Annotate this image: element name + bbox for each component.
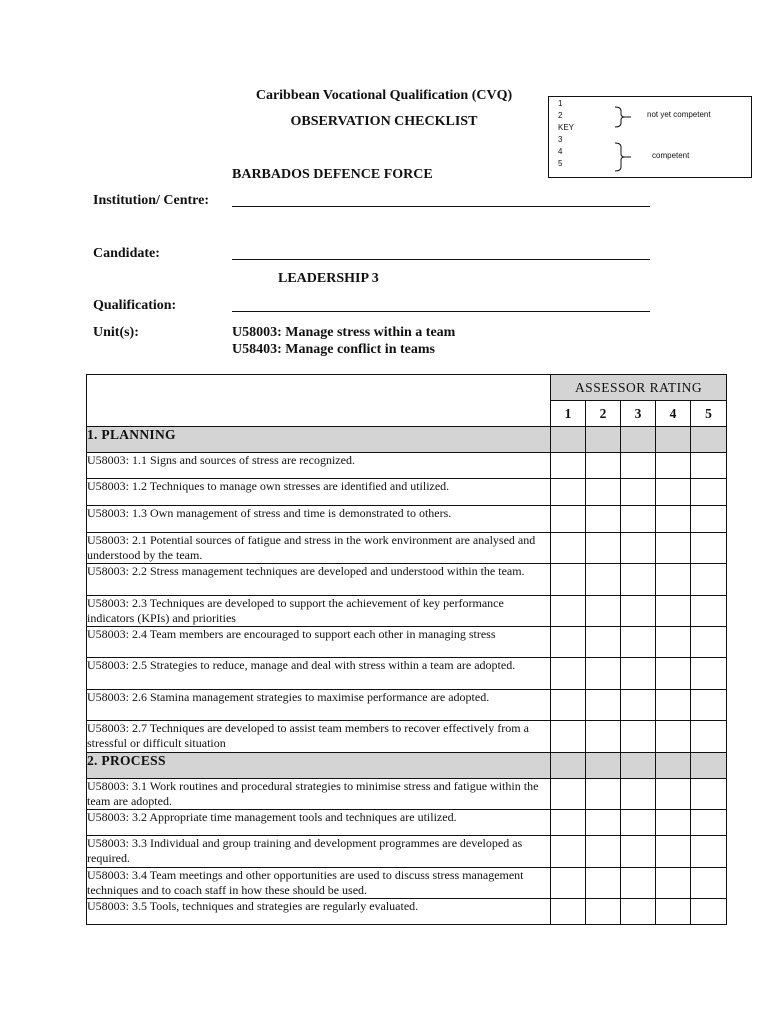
rating-cell-1[interactable]: [551, 690, 586, 721]
criterion-text: U58003: 1.1 Signs and sources of stress are recognized.: [87, 453, 551, 479]
rating-cell-3[interactable]: [621, 810, 656, 836]
key-line-4: 4: [558, 147, 563, 156]
table-row: [87, 453, 727, 479]
table-row: [87, 690, 727, 721]
criterion-text: U58003: 2.6 Stamina management strategies to maximise performance are adopted.: [87, 690, 551, 721]
criterion-text: U58003: 3.3 Individual and group training and development programmes are developed as required.: [87, 836, 551, 868]
rating-cell-5[interactable]: [691, 868, 727, 899]
rating-cell-4[interactable]: [656, 690, 691, 721]
document-subtitle: OBSERVATION CHECKLIST: [290, 114, 478, 129]
rating-cell-4[interactable]: [656, 533, 691, 564]
section-rating-cell: [656, 427, 691, 453]
rating-cell-3[interactable]: [621, 658, 656, 690]
rating-cell-5[interactable]: [691, 690, 727, 721]
rating-cell-3[interactable]: [621, 596, 656, 627]
rating-cell-1[interactable]: [551, 564, 586, 596]
rating-cell-4[interactable]: [656, 868, 691, 899]
qualification-field-line[interactable]: [232, 311, 650, 312]
rating-cell-3[interactable]: [621, 506, 656, 533]
rating-cell-3[interactable]: [621, 779, 656, 810]
rating-cell-5[interactable]: [691, 564, 727, 596]
rating-scale-1: 1: [551, 401, 586, 427]
key-competent: competent: [652, 151, 690, 160]
section-rating-cell: [551, 427, 586, 453]
key-line-1: 1: [558, 99, 563, 108]
rating-cell-1[interactable]: [551, 533, 586, 564]
rating-cell-5[interactable]: [691, 533, 727, 564]
rating-cell-2[interactable]: [586, 836, 621, 868]
rating-cell-4[interactable]: [656, 836, 691, 868]
assessor-rating-header: ASSESSOR RATING: [551, 375, 727, 401]
table-row: [87, 721, 727, 753]
rating-cell-3[interactable]: [621, 836, 656, 868]
institution-field-line[interactable]: [232, 206, 650, 207]
table-row: [87, 868, 727, 899]
rating-cell-1[interactable]: [551, 658, 586, 690]
section-row: [87, 427, 727, 453]
criterion-text: U58003: 2.5 Strategies to reduce, manage and deal with stress within a team are adopted.: [87, 658, 551, 690]
table-row: [87, 533, 727, 564]
criterion-text: U58003: 2.3 Techniques are developed to support the achievement of key performance indicators (KPIs) and priorities: [87, 596, 551, 627]
rating-key: [548, 96, 752, 178]
section-row: [87, 753, 727, 779]
table-row: [87, 810, 727, 836]
table-header-row: [87, 375, 727, 401]
key-not-yet-competent: not yet competent: [647, 110, 711, 119]
rating-cell-5[interactable]: [691, 596, 727, 627]
rating-cell-3[interactable]: [621, 721, 656, 753]
rating-cell-4[interactable]: [656, 453, 691, 479]
rating-cell-1[interactable]: [551, 453, 586, 479]
unit-2: U58403: Manage conflict in teams: [232, 342, 435, 357]
rating-cell-3[interactable]: [621, 899, 656, 925]
criterion-text: U58003: 1.3 Own management of stress and time is demonstrated to others.: [87, 506, 551, 533]
rating-cell-3[interactable]: [621, 627, 656, 658]
section-rating-cell: [551, 753, 586, 779]
rating-cell-4[interactable]: [656, 810, 691, 836]
observation-table: [86, 374, 727, 925]
rating-scale-2: 2: [586, 401, 621, 427]
rating-cell-1[interactable]: [551, 596, 586, 627]
rating-cell-5[interactable]: [691, 506, 727, 533]
rating-cell-2[interactable]: [586, 596, 621, 627]
table-row: [87, 596, 727, 627]
rating-cell-4[interactable]: [656, 596, 691, 627]
rating-cell-5[interactable]: [691, 899, 727, 925]
rating-cell-1[interactable]: [551, 836, 586, 868]
rating-cell-1[interactable]: [551, 627, 586, 658]
rating-cell-2[interactable]: [586, 564, 621, 596]
section-rating-cell: [621, 753, 656, 779]
table-row: [87, 779, 727, 810]
rating-cell-4[interactable]: [656, 779, 691, 810]
rating-cell-4[interactable]: [656, 506, 691, 533]
rating-cell-5[interactable]: [691, 479, 727, 506]
criterion-text: U58003: 2.1 Potential sources of fatigue and stress in the work environment are analysed and understood by the team.: [87, 533, 551, 564]
section-title: 1. PLANNING: [87, 427, 551, 453]
rating-cell-5[interactable]: [691, 658, 727, 690]
rating-cell-1[interactable]: [551, 899, 586, 925]
rating-cell-3[interactable]: [621, 453, 656, 479]
organization-name: BARBADOS DEFENCE FORCE: [232, 167, 433, 182]
section-rating-cell: [656, 753, 691, 779]
criterion-text: U58003: 2.7 Techniques are developed to assist team members to recover effectively from a stressful or difficult situation: [87, 721, 551, 753]
rating-cell-2[interactable]: [586, 627, 621, 658]
document-title: Caribbean Vocational Qualification (CVQ): [255, 88, 513, 103]
rating-cell-4[interactable]: [656, 479, 691, 506]
rating-cell-4[interactable]: [656, 627, 691, 658]
table-row: [87, 564, 727, 596]
criteria-header-cell: [87, 375, 551, 427]
rating-scale-4: 4: [656, 401, 691, 427]
rating-cell-2[interactable]: [586, 868, 621, 899]
rating-cell-5[interactable]: [691, 453, 727, 479]
rating-cell-2[interactable]: [586, 506, 621, 533]
table-row: [87, 899, 727, 925]
rating-cell-5[interactable]: [691, 627, 727, 658]
rating-cell-1[interactable]: [551, 506, 586, 533]
rating-cell-5[interactable]: [691, 810, 727, 836]
section-rating-cell: [586, 427, 621, 453]
section-rating-cell: [586, 753, 621, 779]
candidate-field-line[interactable]: [232, 259, 650, 260]
rating-cell-1[interactable]: [551, 779, 586, 810]
section-rating-cell: [691, 427, 727, 453]
key-line-5: 5: [558, 159, 563, 168]
rating-cell-1[interactable]: [551, 479, 586, 506]
table-row: [87, 658, 727, 690]
rating-cell-3[interactable]: [621, 868, 656, 899]
qualification-label: Qualification:: [93, 298, 177, 313]
section-rating-cell: [621, 427, 656, 453]
key-line-2: 2: [558, 111, 563, 120]
candidate-label: Candidate:: [93, 246, 160, 261]
rating-scale-5: 5: [691, 401, 727, 427]
criterion-text: U58003: 1.2 Techniques to manage own stresses are identified and utilized.: [87, 479, 551, 506]
rating-scale-3: 3: [621, 401, 656, 427]
rating-cell-4[interactable]: [656, 899, 691, 925]
section-title: 2. PROCESS: [87, 753, 551, 779]
table-row: [87, 506, 727, 533]
criterion-text: U58003: 2.2 Stress management techniques are developed and understood within the team.: [87, 564, 551, 596]
rating-cell-5[interactable]: [691, 721, 727, 753]
rating-cell-1[interactable]: [551, 868, 586, 899]
criterion-text: U58003: 3.4 Team meetings and other opportunities are used to discuss stress management techniques and to coach staff in how these should be used.: [87, 868, 551, 899]
rating-cell-3[interactable]: [621, 479, 656, 506]
key-line-3: 3: [558, 135, 563, 144]
key-line-key: KEY: [558, 123, 575, 132]
criterion-text: U58003: 3.2 Appropriate time management tools and techniques are utilized.: [87, 810, 551, 836]
criterion-text: U58003: 2.4 Team members are encouraged to support each other in managing stress: [87, 627, 551, 658]
table-row: [87, 836, 727, 868]
course-name: LEADERSHIP 3: [278, 271, 379, 286]
rating-cell-2[interactable]: [586, 533, 621, 564]
rating-cell-5[interactable]: [691, 779, 727, 810]
rating-cell-4[interactable]: [656, 658, 691, 690]
rating-cell-2[interactable]: [586, 479, 621, 506]
criterion-text: U58003: 3.5 Tools, techniques and strategies are regularly evaluated.: [87, 899, 551, 925]
section-rating-cell: [691, 753, 727, 779]
unit-1: U58003: Manage stress within a team: [232, 325, 456, 340]
rating-cell-5[interactable]: [691, 836, 727, 868]
criterion-text: U58003: 3.1 Work routines and procedural strategies to minimise stress and fatigue within the team are adopted.: [87, 779, 551, 810]
rating-cell-2[interactable]: [586, 453, 621, 479]
rating-cell-3[interactable]: [621, 533, 656, 564]
table-row: [87, 479, 727, 506]
rating-cell-2[interactable]: [586, 721, 621, 753]
rating-cell-2[interactable]: [586, 810, 621, 836]
table-row: [87, 627, 727, 658]
rating-cell-2[interactable]: [586, 779, 621, 810]
units-label: Unit(s):: [93, 325, 139, 340]
rating-cell-1[interactable]: [551, 810, 586, 836]
rating-cell-1[interactable]: [551, 721, 586, 753]
key-brace-icon: [609, 103, 639, 175]
rating-cell-4[interactable]: [656, 564, 691, 596]
rating-cell-2[interactable]: [586, 899, 621, 925]
rating-cell-2[interactable]: [586, 658, 621, 690]
rating-cell-3[interactable]: [621, 690, 656, 721]
rating-cell-3[interactable]: [621, 564, 656, 596]
rating-cell-2[interactable]: [586, 690, 621, 721]
institution-label: Institution/ Centre:: [93, 193, 210, 208]
rating-cell-4[interactable]: [656, 721, 691, 753]
